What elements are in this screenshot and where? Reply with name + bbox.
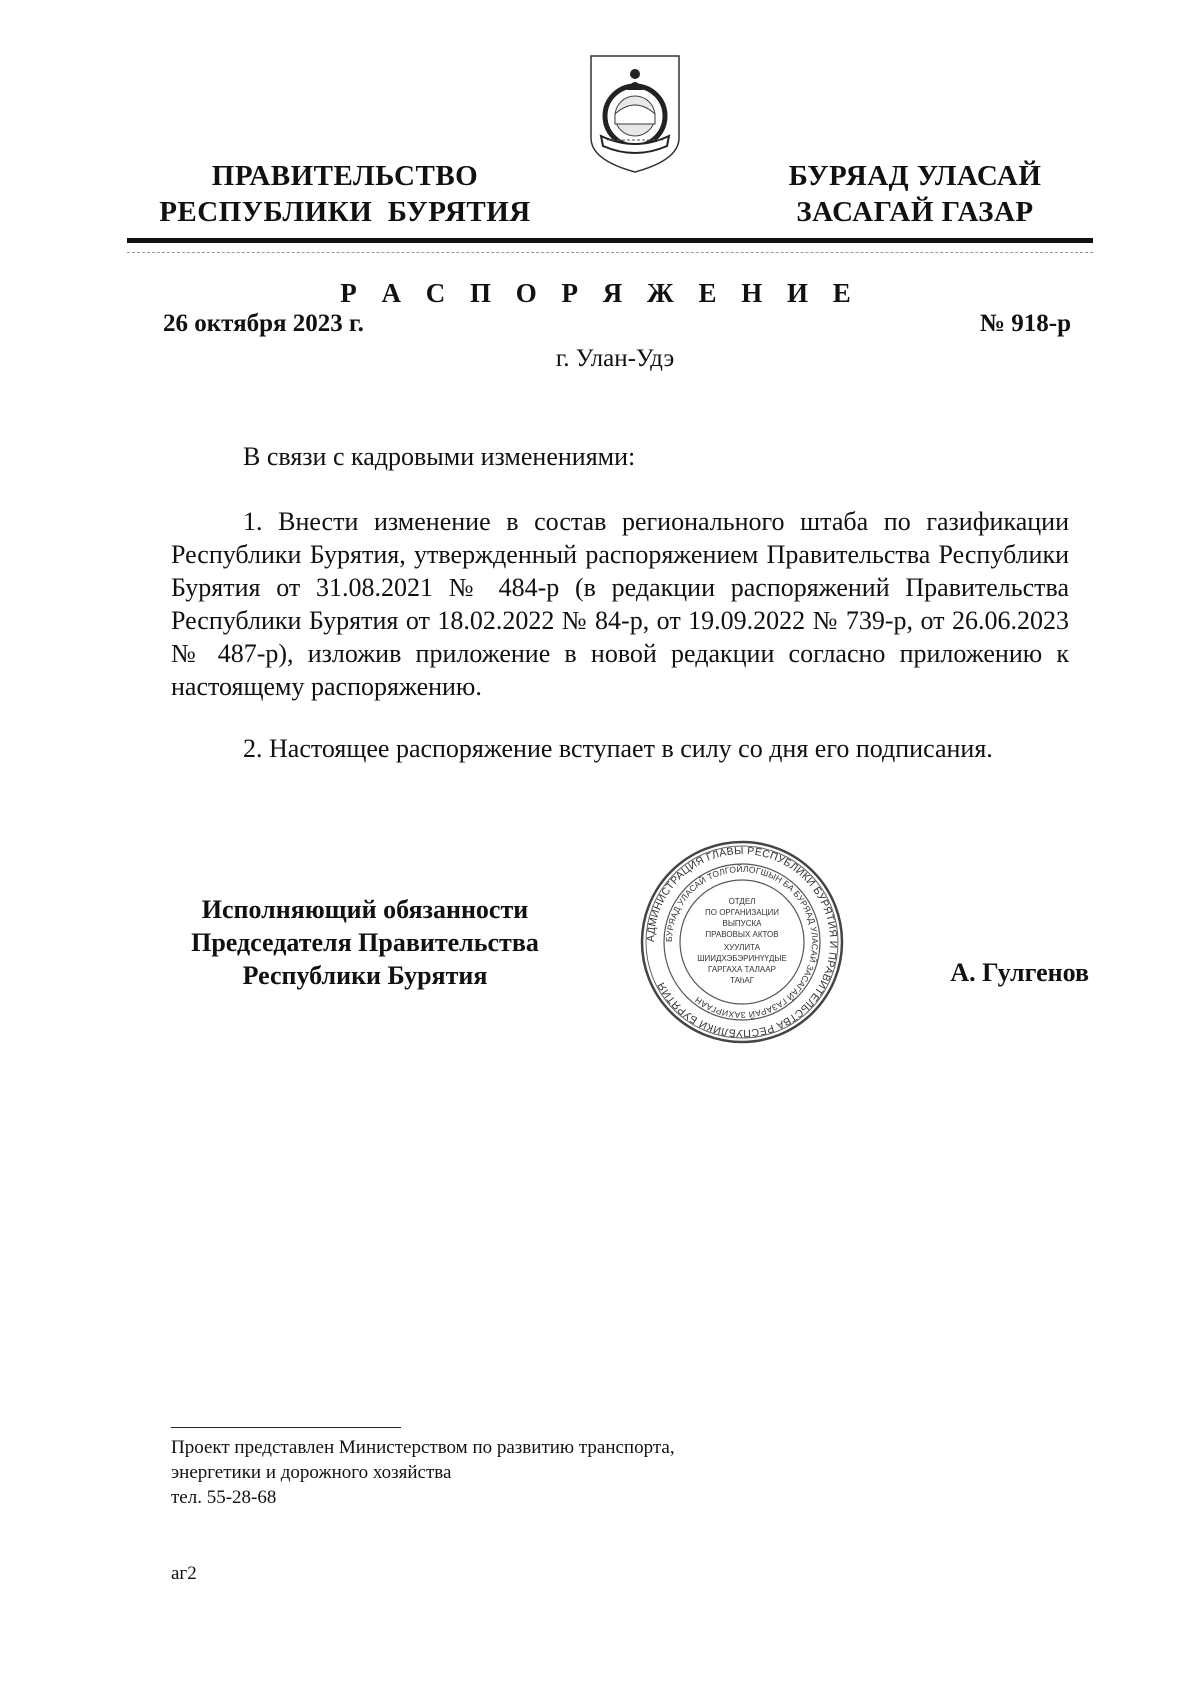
stamp-center-line: ОТДЕЛ — [728, 897, 756, 906]
stamp-inner-text: БУРЯАД УЛАСАЙ ТОЛГОЙЛОГШЫН БА БУРЯАД УЛАСАЙ ЗАСАГАЙ ГАЗАРАЙ ЗАХИРГААН — [663, 863, 821, 1021]
stamp-center-line: ГАРГАХА ТАЛААР — [708, 965, 776, 974]
stamp-center-line: ХУУЛИТА — [723, 943, 761, 952]
signatory-position-line1: Исполняющий обязанности — [201, 895, 529, 924]
stamp-center-line: ПО ОРГАНИЗАЦИИ — [705, 908, 779, 917]
footnote — [171, 1435, 675, 1510]
header-divider-thin — [127, 252, 1093, 253]
body-intro-paragraph: В связи с кадровыми изменениями: — [243, 442, 636, 471]
header-right-line2: ЗАСАГАЙ ГАЗАР — [796, 196, 1034, 228]
coat-of-arms-icon — [587, 52, 683, 176]
svg-text:АДМИНИСТРАЦИЯ ГЛАВЫ РЕСПУБЛИКИ — [645, 845, 839, 1039]
document-date: 26 октября 2023 г. — [163, 310, 364, 337]
document-city: г. Улан-Удэ — [555, 345, 675, 372]
stamp-center-line: ВЫПУСКА — [722, 919, 762, 928]
stamp-center-line: ПРАВОВЫХ АКТОВ — [705, 930, 779, 939]
body-item-2-paragraph: 2. Настоящее распоряжение вступает в силу со дня его подписания. — [243, 734, 993, 763]
signatory-name: А. Гулгенов — [950, 958, 1089, 987]
header-divider-thick — [127, 238, 1093, 243]
document-number: № 918-р — [979, 310, 1071, 337]
header-left-line1: ПРАВИТЕЛЬСТВО — [211, 160, 479, 192]
header-right — [765, 158, 1065, 230]
stamp-center-line: ТАһАГ — [729, 976, 755, 985]
footnote-divider — [171, 1427, 401, 1428]
document-reference-code: аг2 — [171, 1563, 197, 1584]
document-type-title: Р А С П О Р Я Ж Е Н И Е — [340, 278, 860, 308]
header-left — [155, 158, 535, 230]
signatory-position — [165, 893, 565, 992]
footnote-line1: Проект представлен Министерством по развитию транспорта, — [171, 1437, 675, 1458]
header-left-line2: РЕСПУБЛИКИ БУРЯТИЯ — [159, 196, 531, 228]
signatory-position-line2: Председателя Правительства — [191, 928, 539, 957]
official-stamp-icon — [638, 838, 846, 1046]
stamp-center-line: ШИИДХЭБЭРИНҮҮДЫЕ — [697, 954, 787, 963]
stamp-outer-text: АДМИНИСТРАЦИЯ ГЛАВЫ РЕСПУБЛИКИ БУРЯТИЯ И ПРАВИТЕЛЬСТВА РЕСПУБЛИКИ БУРЯТИЯ — [644, 844, 840, 1040]
signatory-position-line3: Республики Бурятия — [242, 961, 488, 990]
body-item-1-paragraph: 1. Внести изменение в состав регионального штаба по газификации Республики Бурятия, утвержденный распоряжением Правительства Республики Бурятия от 31.08.2021 № 484-р (в редакции распоряжений Правительства Республики Бурятия от 18.02.2022 № 84-р, от 19.09.2022 № 739-р, от 26.06.2023 № 487-р), изложив приложение в новой редакции согласно приложению к настоящему распоряжению. — [171, 507, 1069, 701]
header-right-line1: БУРЯАД УЛАСАЙ — [788, 160, 1042, 192]
footnote-line2: энергетики и дорожного хозяйства — [171, 1462, 452, 1483]
footnote-line3: тел. 55-28-68 — [171, 1487, 277, 1508]
